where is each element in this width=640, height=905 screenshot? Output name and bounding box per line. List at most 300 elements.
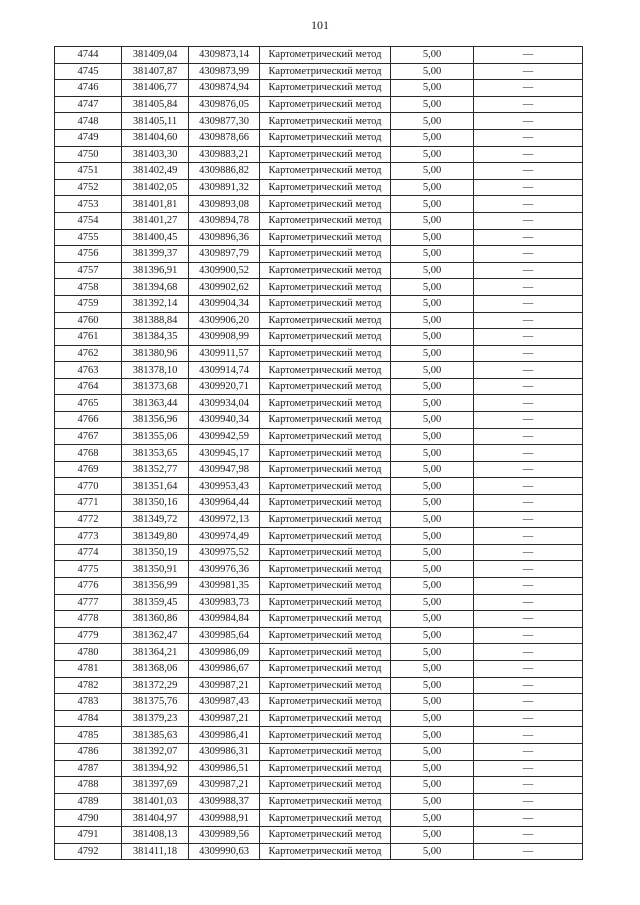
- note-cell: —: [474, 163, 583, 180]
- point-number-cell: 4744: [55, 47, 122, 64]
- point-number-cell: 4779: [55, 627, 122, 644]
- note-cell: —: [474, 544, 583, 561]
- accuracy-cell: 5,00: [391, 694, 474, 711]
- table-row: [55, 478, 583, 495]
- point-number-cell: 4790: [55, 810, 122, 827]
- table-row: [55, 777, 583, 794]
- accuracy-cell: 5,00: [391, 561, 474, 578]
- y-coordinate-cell: 4309964,44: [189, 495, 260, 512]
- y-coordinate-cell: 4309989,56: [189, 826, 260, 843]
- x-coordinate-cell: 381388,84: [122, 312, 189, 329]
- table-row: [55, 694, 583, 711]
- method-cell: Картометрический метод: [260, 129, 391, 146]
- note-cell: —: [474, 694, 583, 711]
- x-coordinate-cell: 381375,76: [122, 694, 189, 711]
- table-row: [55, 345, 583, 362]
- accuracy-cell: 5,00: [391, 594, 474, 611]
- method-cell: Картометрический метод: [260, 378, 391, 395]
- note-cell: —: [474, 345, 583, 362]
- note-cell: —: [474, 743, 583, 760]
- note-cell: —: [474, 843, 583, 860]
- accuracy-cell: 5,00: [391, 810, 474, 827]
- y-coordinate-cell: 4309900,52: [189, 262, 260, 279]
- accuracy-cell: 5,00: [391, 146, 474, 163]
- method-cell: Картометрический метод: [260, 777, 391, 794]
- note-cell: —: [474, 810, 583, 827]
- y-coordinate-cell: 4309985,64: [189, 627, 260, 644]
- x-coordinate-cell: 381385,63: [122, 727, 189, 744]
- method-cell: Картометрический метод: [260, 113, 391, 130]
- x-coordinate-cell: 381394,92: [122, 760, 189, 777]
- note-cell: —: [474, 627, 583, 644]
- x-coordinate-cell: 381350,91: [122, 561, 189, 578]
- method-cell: Картометрический метод: [260, 96, 391, 113]
- y-coordinate-cell: 4309891,32: [189, 179, 260, 196]
- note-cell: —: [474, 677, 583, 694]
- table-row: [55, 743, 583, 760]
- point-number-cell: 4750: [55, 146, 122, 163]
- method-cell: Картометрический метод: [260, 760, 391, 777]
- accuracy-cell: 5,00: [391, 345, 474, 362]
- y-coordinate-cell: 4309972,13: [189, 511, 260, 528]
- accuracy-cell: 5,00: [391, 843, 474, 860]
- table-row: [55, 826, 583, 843]
- point-number-cell: 4749: [55, 129, 122, 146]
- table-row: [55, 578, 583, 595]
- note-cell: —: [474, 710, 583, 727]
- table-row: [55, 179, 583, 196]
- point-number-cell: 4761: [55, 329, 122, 346]
- note-cell: —: [474, 611, 583, 628]
- y-coordinate-cell: 4309986,51: [189, 760, 260, 777]
- y-coordinate-cell: 4309893,08: [189, 196, 260, 213]
- point-number-cell: 4755: [55, 229, 122, 246]
- point-number-cell: 4747: [55, 96, 122, 113]
- y-coordinate-cell: 4309987,21: [189, 777, 260, 794]
- y-coordinate-cell: 4309986,41: [189, 727, 260, 744]
- y-coordinate-cell: 4309976,36: [189, 561, 260, 578]
- accuracy-cell: 5,00: [391, 412, 474, 429]
- note-cell: —: [474, 196, 583, 213]
- method-cell: Картометрический метод: [260, 395, 391, 412]
- x-coordinate-cell: 381373,68: [122, 378, 189, 395]
- point-number-cell: 4771: [55, 495, 122, 512]
- method-cell: Картометрический метод: [260, 710, 391, 727]
- table-row: [55, 163, 583, 180]
- y-coordinate-cell: 4309986,31: [189, 743, 260, 760]
- accuracy-cell: 5,00: [391, 793, 474, 810]
- method-cell: Картометрический метод: [260, 561, 391, 578]
- accuracy-cell: 5,00: [391, 743, 474, 760]
- accuracy-cell: 5,00: [391, 578, 474, 595]
- method-cell: Картометрический метод: [260, 511, 391, 528]
- method-cell: Картометрический метод: [260, 644, 391, 661]
- note-cell: —: [474, 495, 583, 512]
- accuracy-cell: 5,00: [391, 279, 474, 296]
- x-coordinate-cell: 381401,27: [122, 212, 189, 229]
- x-coordinate-cell: 381362,47: [122, 627, 189, 644]
- note-cell: —: [474, 511, 583, 528]
- point-number-cell: 4768: [55, 445, 122, 462]
- accuracy-cell: 5,00: [391, 644, 474, 661]
- point-number-cell: 4769: [55, 461, 122, 478]
- method-cell: Картометрический метод: [260, 445, 391, 462]
- x-coordinate-cell: 381401,81: [122, 196, 189, 213]
- coordinates-table-body: [55, 47, 583, 860]
- method-cell: Картометрический метод: [260, 793, 391, 810]
- method-cell: Картометрический метод: [260, 694, 391, 711]
- y-coordinate-cell: 4309896,36: [189, 229, 260, 246]
- x-coordinate-cell: 381402,05: [122, 179, 189, 196]
- note-cell: —: [474, 528, 583, 545]
- table-row: [55, 229, 583, 246]
- note-cell: —: [474, 312, 583, 329]
- point-number-cell: 4746: [55, 80, 122, 97]
- accuracy-cell: 5,00: [391, 511, 474, 528]
- point-number-cell: 4748: [55, 113, 122, 130]
- x-coordinate-cell: 381397,69: [122, 777, 189, 794]
- accuracy-cell: 5,00: [391, 163, 474, 180]
- method-cell: Картометрический метод: [260, 528, 391, 545]
- note-cell: —: [474, 461, 583, 478]
- x-coordinate-cell: 381360,86: [122, 611, 189, 628]
- point-number-cell: 4758: [55, 279, 122, 296]
- x-coordinate-cell: 381364,21: [122, 644, 189, 661]
- accuracy-cell: 5,00: [391, 212, 474, 229]
- table-row: [55, 113, 583, 130]
- note-cell: —: [474, 395, 583, 412]
- table-row: [55, 279, 583, 296]
- point-number-cell: 4776: [55, 578, 122, 595]
- y-coordinate-cell: 4309947,98: [189, 461, 260, 478]
- method-cell: Картометрический метод: [260, 578, 391, 595]
- method-cell: Картометрический метод: [260, 312, 391, 329]
- table-row: [55, 727, 583, 744]
- method-cell: Картометрический метод: [260, 743, 391, 760]
- method-cell: Картометрический метод: [260, 495, 391, 512]
- accuracy-cell: 5,00: [391, 627, 474, 644]
- x-coordinate-cell: 381394,68: [122, 279, 189, 296]
- method-cell: Картометрический метод: [260, 246, 391, 263]
- point-number-cell: 4765: [55, 395, 122, 412]
- y-coordinate-cell: 4309987,21: [189, 710, 260, 727]
- y-coordinate-cell: 4309974,49: [189, 528, 260, 545]
- table-row: [55, 63, 583, 80]
- point-number-cell: 4762: [55, 345, 122, 362]
- note-cell: —: [474, 644, 583, 661]
- point-number-cell: 4777: [55, 594, 122, 611]
- method-cell: Картометрический метод: [260, 660, 391, 677]
- y-coordinate-cell: 4309987,43: [189, 694, 260, 711]
- method-cell: Картометрический метод: [260, 47, 391, 64]
- note-cell: —: [474, 362, 583, 379]
- accuracy-cell: 5,00: [391, 96, 474, 113]
- y-coordinate-cell: 4309886,82: [189, 163, 260, 180]
- coordinates-table: [54, 46, 583, 860]
- note-cell: —: [474, 179, 583, 196]
- table-row: [55, 644, 583, 661]
- note-cell: —: [474, 146, 583, 163]
- method-cell: Картометрический метод: [260, 229, 391, 246]
- note-cell: —: [474, 727, 583, 744]
- y-coordinate-cell: 4309902,62: [189, 279, 260, 296]
- y-coordinate-cell: 4309984,84: [189, 611, 260, 628]
- accuracy-cell: 5,00: [391, 63, 474, 80]
- accuracy-cell: 5,00: [391, 113, 474, 130]
- y-coordinate-cell: 4309987,21: [189, 677, 260, 694]
- table-row: [55, 544, 583, 561]
- table-row: [55, 196, 583, 213]
- method-cell: Картометрический метод: [260, 544, 391, 561]
- y-coordinate-cell: 4309942,59: [189, 428, 260, 445]
- accuracy-cell: 5,00: [391, 544, 474, 561]
- accuracy-cell: 5,00: [391, 362, 474, 379]
- point-number-cell: 4764: [55, 378, 122, 395]
- method-cell: Картометрический метод: [260, 279, 391, 296]
- point-number-cell: 4760: [55, 312, 122, 329]
- x-coordinate-cell: 381402,49: [122, 163, 189, 180]
- point-number-cell: 4756: [55, 246, 122, 263]
- point-number-cell: 4766: [55, 412, 122, 429]
- y-coordinate-cell: 4309975,52: [189, 544, 260, 561]
- x-coordinate-cell: 381404,97: [122, 810, 189, 827]
- method-cell: Картометрический метод: [260, 461, 391, 478]
- point-number-cell: 4788: [55, 777, 122, 794]
- table-row: [55, 295, 583, 312]
- point-number-cell: 4772: [55, 511, 122, 528]
- accuracy-cell: 5,00: [391, 826, 474, 843]
- note-cell: —: [474, 329, 583, 346]
- method-cell: Картометрический метод: [260, 826, 391, 843]
- accuracy-cell: 5,00: [391, 47, 474, 64]
- x-coordinate-cell: 381352,77: [122, 461, 189, 478]
- note-cell: —: [474, 279, 583, 296]
- x-coordinate-cell: 381359,45: [122, 594, 189, 611]
- x-coordinate-cell: 381378,10: [122, 362, 189, 379]
- x-coordinate-cell: 381379,23: [122, 710, 189, 727]
- table-row: [55, 262, 583, 279]
- x-coordinate-cell: 381350,19: [122, 544, 189, 561]
- note-cell: —: [474, 295, 583, 312]
- accuracy-cell: 5,00: [391, 727, 474, 744]
- point-number-cell: 4745: [55, 63, 122, 80]
- point-number-cell: 4775: [55, 561, 122, 578]
- y-coordinate-cell: 4309906,20: [189, 312, 260, 329]
- x-coordinate-cell: 381363,44: [122, 395, 189, 412]
- accuracy-cell: 5,00: [391, 495, 474, 512]
- point-number-cell: 4778: [55, 611, 122, 628]
- point-number-cell: 4751: [55, 163, 122, 180]
- table-row: [55, 47, 583, 64]
- y-coordinate-cell: 4309990,63: [189, 843, 260, 860]
- note-cell: —: [474, 760, 583, 777]
- accuracy-cell: 5,00: [391, 262, 474, 279]
- accuracy-cell: 5,00: [391, 478, 474, 495]
- method-cell: Картометрический метод: [260, 179, 391, 196]
- y-coordinate-cell: 4309904,34: [189, 295, 260, 312]
- note-cell: —: [474, 428, 583, 445]
- x-coordinate-cell: 381351,64: [122, 478, 189, 495]
- point-number-cell: 4780: [55, 644, 122, 661]
- point-number-cell: 4773: [55, 528, 122, 545]
- y-coordinate-cell: 4309920,71: [189, 378, 260, 395]
- note-cell: —: [474, 63, 583, 80]
- y-coordinate-cell: 4309940,34: [189, 412, 260, 429]
- x-coordinate-cell: 381380,96: [122, 345, 189, 362]
- method-cell: Картометрический метод: [260, 262, 391, 279]
- accuracy-cell: 5,00: [391, 611, 474, 628]
- x-coordinate-cell: 381356,99: [122, 578, 189, 595]
- y-coordinate-cell: 4309988,37: [189, 793, 260, 810]
- y-coordinate-cell: 4309988,91: [189, 810, 260, 827]
- note-cell: —: [474, 594, 583, 611]
- y-coordinate-cell: 4309914,74: [189, 362, 260, 379]
- point-number-cell: 4774: [55, 544, 122, 561]
- y-coordinate-cell: 4309953,43: [189, 478, 260, 495]
- x-coordinate-cell: 381403,30: [122, 146, 189, 163]
- x-coordinate-cell: 381356,96: [122, 412, 189, 429]
- method-cell: Картометрический метод: [260, 428, 391, 445]
- accuracy-cell: 5,00: [391, 229, 474, 246]
- y-coordinate-cell: 4309897,79: [189, 246, 260, 263]
- table-row: [55, 412, 583, 429]
- accuracy-cell: 5,00: [391, 246, 474, 263]
- table-row: [55, 677, 583, 694]
- note-cell: —: [474, 129, 583, 146]
- x-coordinate-cell: 381350,16: [122, 495, 189, 512]
- note-cell: —: [474, 561, 583, 578]
- point-number-cell: 4753: [55, 196, 122, 213]
- table-row: [55, 395, 583, 412]
- point-number-cell: 4783: [55, 694, 122, 711]
- note-cell: —: [474, 445, 583, 462]
- method-cell: Картометрический метод: [260, 345, 391, 362]
- point-number-cell: 4791: [55, 826, 122, 843]
- x-coordinate-cell: 381406,77: [122, 80, 189, 97]
- note-cell: —: [474, 80, 583, 97]
- note-cell: —: [474, 793, 583, 810]
- y-coordinate-cell: 4309945,17: [189, 445, 260, 462]
- accuracy-cell: 5,00: [391, 710, 474, 727]
- accuracy-cell: 5,00: [391, 196, 474, 213]
- point-number-cell: 4781: [55, 660, 122, 677]
- table-row: [55, 378, 583, 395]
- x-coordinate-cell: 381401,03: [122, 793, 189, 810]
- method-cell: Картометрический метод: [260, 146, 391, 163]
- table-row: [55, 660, 583, 677]
- point-number-cell: 4784: [55, 710, 122, 727]
- accuracy-cell: 5,00: [391, 528, 474, 545]
- note-cell: —: [474, 229, 583, 246]
- x-coordinate-cell: 381405,11: [122, 113, 189, 130]
- accuracy-cell: 5,00: [391, 760, 474, 777]
- x-coordinate-cell: 381353,65: [122, 445, 189, 462]
- note-cell: —: [474, 96, 583, 113]
- table-row: [55, 428, 583, 445]
- note-cell: —: [474, 478, 583, 495]
- table-row: [55, 129, 583, 146]
- method-cell: Картометрический метод: [260, 611, 391, 628]
- point-number-cell: 4763: [55, 362, 122, 379]
- x-coordinate-cell: 381409,04: [122, 47, 189, 64]
- point-number-cell: 4782: [55, 677, 122, 694]
- note-cell: —: [474, 262, 583, 279]
- table-row: [55, 793, 583, 810]
- y-coordinate-cell: 4309873,14: [189, 47, 260, 64]
- note-cell: —: [474, 826, 583, 843]
- y-coordinate-cell: 4309894,78: [189, 212, 260, 229]
- note-cell: —: [474, 660, 583, 677]
- table-row: [55, 312, 583, 329]
- note-cell: —: [474, 113, 583, 130]
- accuracy-cell: 5,00: [391, 395, 474, 412]
- x-coordinate-cell: 381411,18: [122, 843, 189, 860]
- y-coordinate-cell: 4309874,94: [189, 80, 260, 97]
- point-number-cell: 4754: [55, 212, 122, 229]
- page-number: 101: [311, 18, 329, 32]
- method-cell: Картометрический метод: [260, 80, 391, 97]
- x-coordinate-cell: 381368,06: [122, 660, 189, 677]
- y-coordinate-cell: 4309873,99: [189, 63, 260, 80]
- method-cell: Картометрический метод: [260, 843, 391, 860]
- point-number-cell: 4787: [55, 760, 122, 777]
- point-number-cell: 4752: [55, 179, 122, 196]
- table-row: [55, 561, 583, 578]
- accuracy-cell: 5,00: [391, 80, 474, 97]
- note-cell: —: [474, 578, 583, 595]
- table-row: [55, 96, 583, 113]
- note-cell: —: [474, 212, 583, 229]
- x-coordinate-cell: 381404,60: [122, 129, 189, 146]
- y-coordinate-cell: 4309986,67: [189, 660, 260, 677]
- table-row: [55, 146, 583, 163]
- method-cell: Картометрический метод: [260, 677, 391, 694]
- table-row: [55, 495, 583, 512]
- point-number-cell: 4792: [55, 843, 122, 860]
- y-coordinate-cell: 4309986,09: [189, 644, 260, 661]
- method-cell: Картометрический метод: [260, 478, 391, 495]
- table-row: [55, 362, 583, 379]
- table-row: [55, 528, 583, 545]
- point-number-cell: 4770: [55, 478, 122, 495]
- y-coordinate-cell: 4309883,21: [189, 146, 260, 163]
- table-row: [55, 594, 583, 611]
- x-coordinate-cell: 381399,37: [122, 246, 189, 263]
- x-coordinate-cell: 381392,14: [122, 295, 189, 312]
- x-coordinate-cell: 381392,07: [122, 743, 189, 760]
- method-cell: Картометрический метод: [260, 362, 391, 379]
- note-cell: —: [474, 47, 583, 64]
- y-coordinate-cell: 4309877,30: [189, 113, 260, 130]
- point-number-cell: 4789: [55, 793, 122, 810]
- method-cell: Картометрический метод: [260, 212, 391, 229]
- table-row: [55, 511, 583, 528]
- table-row: [55, 80, 583, 97]
- x-coordinate-cell: 381349,72: [122, 511, 189, 528]
- table-row: [55, 843, 583, 860]
- note-cell: —: [474, 378, 583, 395]
- table-row: [55, 246, 583, 263]
- x-coordinate-cell: 381355,06: [122, 428, 189, 445]
- note-cell: —: [474, 246, 583, 263]
- x-coordinate-cell: 381372,29: [122, 677, 189, 694]
- point-number-cell: 4785: [55, 727, 122, 744]
- method-cell: Картометрический метод: [260, 196, 391, 213]
- y-coordinate-cell: 4309981,35: [189, 578, 260, 595]
- point-number-cell: 4786: [55, 743, 122, 760]
- accuracy-cell: 5,00: [391, 312, 474, 329]
- method-cell: Картометрический метод: [260, 163, 391, 180]
